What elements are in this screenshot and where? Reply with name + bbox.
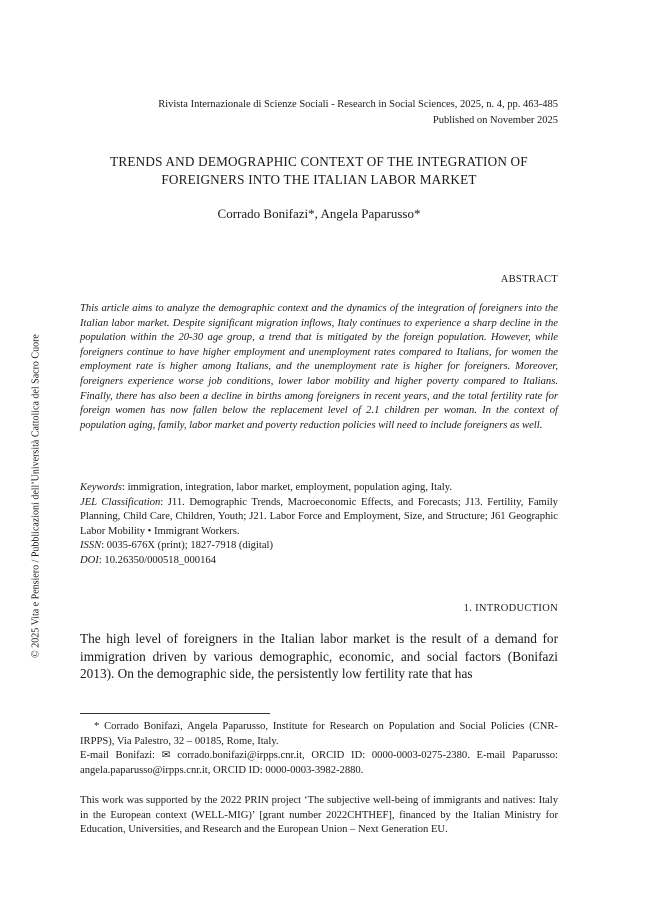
introduction-text: The high level of foreigners in the Italian labor market is the result of a demand for immigration driven by various demographic, economic, and social factors (Bonifazi 2013). On the demographic side, the persistently low fertility rate that has	[80, 631, 558, 682]
doi-line	[80, 554, 558, 569]
footnote	[80, 720, 558, 778]
article-authors: Corrado Bonifazi*, Angela Paparusso*	[217, 206, 421, 221]
copyright-text: © 2025 Vita e Pensiero / Pubblicazioni dell’Università Cattolica del Sacro Cuore	[30, 334, 42, 658]
abstract-heading: ABSTRACT	[500, 274, 558, 285]
journal-citation: Rivista Internazionale di Scienze Sociali - Research in Social Sciences, 2025, n. 4, pp. 463-485	[158, 99, 558, 110]
article-metadata	[80, 481, 558, 569]
issn-value: : 0035-676X (print); 1827-7918 (digital)	[101, 540, 274, 552]
jel-value: : J11. Demographic Trends, Macroeconomic Effects, and Forecasts; J13. Fertility, Family Planning, Child Care, Children, Youth; J21. Labor Force and Employment, Size, and Structure; J61 Geographic Labor Mobility • Immigrant Workers.	[80, 496, 558, 537]
keywords-line	[80, 481, 558, 496]
keywords-value: : immigration, integration, labor market, employment, population aging, Italy.	[121, 482, 452, 493]
section-heading-introduction: 1. INTRODUCTION	[463, 603, 558, 614]
issn-line	[80, 539, 558, 554]
keywords-label: Keywords	[80, 482, 122, 493]
abstract-text: This article aims to analyze the demographic context and the dynamics of the integration of foreigners into the Italian labor market. Despite significant migration inflows, Italy continues to experience a sharp decline in the population within the 20-30 age group, a trend that is mitigated by the foreign population. However, while foreigners continue to have higher employment and unemployment rates compared to Italians, for women the employment rate is higher among Italians, and the unemployment rate is higher for foreigners. Moreover, foreigners experience worse job conditions, lower labor mobility and higher poverty compared to Italians. Finally, there has also been a decline in births among foreigners in recent years, and the total fertility rate for foreign women has now fallen below the replacement level of 2.1 children per woman. In the context of population aging, family, labor market and poverty reduction policies will need to include foreigners as well.	[80, 303, 558, 431]
funding-note: This work was supported by the 2022 PRIN project ‘The subjective well-being of immigrants and natives: Italy in the European context (WELL-MIG)’ [grant number 2022CHTHEF], financed by the Italian Ministry for Education, Universities, and Research and the European Union – Next Generation EU.	[80, 795, 558, 836]
issn-label: ISSN	[80, 540, 102, 552]
publication-date: Published on November 2025	[432, 115, 558, 126]
doi-label: DOI	[80, 554, 99, 566]
footnote-emails: E-mail Bonifazi: ✉ corrado.bonifazi@irpps.cnr.it, ORCID ID: 0000-0003-0275-2380. E-mail Paparusso: angela.paparusso@irpps.cnr.it, ORCID ID: 0000-0003-3982-2880.	[80, 750, 558, 776]
article-title: TRENDS AND DEMOGRAPHIC CONTEXT OF THE INTEGRATION OF FOREIGNERS INTO THE ITALIAN LABOR MARKET	[110, 154, 528, 187]
footnote-divider	[80, 713, 270, 714]
jel-label: JEL Classification	[80, 496, 161, 508]
doi-value: : 10.26350/000518_000164	[98, 554, 216, 566]
footnote-affiliation: * Corrado Bonifazi, Angela Paparusso, Institute for Research on Population and Social Policies (CNR-IRPPS), Via Palestro, 32 – 00185, Rome, Italy.	[80, 721, 558, 747]
jel-line	[80, 496, 558, 540]
